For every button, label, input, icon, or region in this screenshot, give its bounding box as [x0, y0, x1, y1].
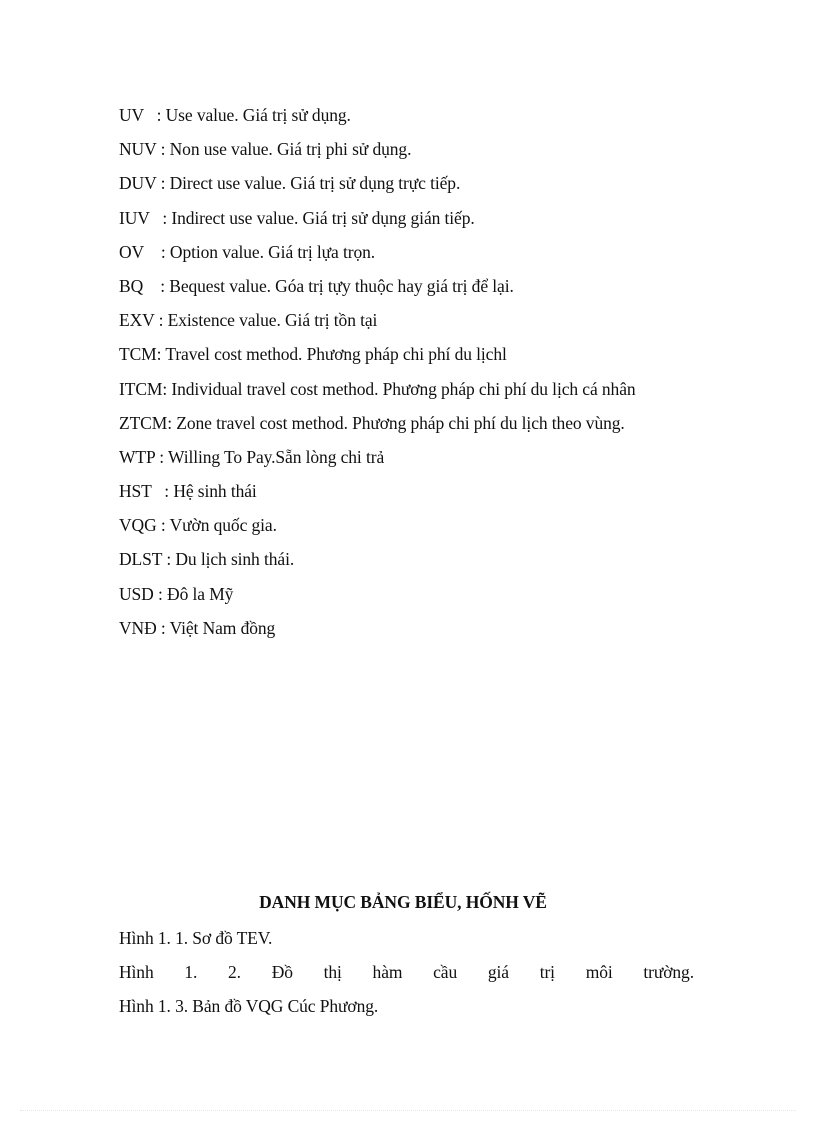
abbreviation-code: IUV [119, 207, 150, 228]
abbreviation-separator: : [149, 207, 172, 228]
abbreviation-code: VQG [119, 515, 157, 536]
abbreviation-separator: : [156, 344, 166, 365]
abbreviation-code: ITCM [119, 378, 163, 399]
abbreviation-line [119, 409, 719, 443]
abbreviation-line [119, 443, 719, 477]
abbreviation-code: EXV [119, 310, 155, 331]
abbreviation-code: VNĐ [119, 617, 157, 638]
figure-word: 2. [228, 962, 241, 982]
figure-word: Hình [119, 962, 154, 982]
abbreviation-separator: : [162, 378, 172, 399]
figure-word: trị [539, 962, 555, 982]
abbreviation-code: TCM [119, 344, 157, 365]
abbreviation-line [119, 614, 719, 648]
figure-word: trường. [643, 962, 694, 982]
abbreviation-code: HST [119, 481, 152, 502]
abbreviation-line [119, 375, 719, 409]
abbreviation-code: UV [119, 105, 144, 125]
abbreviation-list [119, 101, 719, 648]
abbreviation-code: WTP [119, 446, 155, 467]
abbreviation-code: ZTCM [119, 412, 168, 433]
abbreviation-description: Non use value. Giá trị phi sử dụng. [169, 139, 412, 160]
abbreviation-code: BQ [119, 275, 144, 296]
figures-section-title: DANH MỤC BẢNG BIỂU, HỐNH VẼ [259, 892, 547, 912]
figure-entry: Hình 1. 3. Bản đồ VQG Cúc Phương. [119, 996, 379, 1016]
abbreviation-description: Indirect use value. Giá trị sử dụng gián tiếp. [171, 207, 475, 228]
figure-word: cầu [433, 962, 458, 982]
abbreviation-line [119, 238, 719, 272]
figure-list [119, 924, 694, 1026]
abbreviation-separator: : [143, 105, 166, 125]
abbreviation-description: Du lịch sinh thái. [175, 549, 295, 570]
abbreviation-line [119, 204, 719, 238]
abbreviation-line [119, 477, 719, 511]
abbreviation-description: Willing To Pay.Sẵn lòng chi trả [168, 446, 385, 467]
abbreviation-code: NUV [119, 139, 157, 160]
abbreviation-description: Zone travel cost method. Phương pháp chi phí du lịch theo vùng. [176, 412, 625, 433]
abbreviation-description: Direct use value. Giá trị sử dụng trực tiếp. [169, 173, 461, 194]
abbreviation-line [119, 340, 719, 374]
abbreviation-line [119, 272, 719, 306]
abbreviation-description: Existence value. Giá trị tồn tại [167, 310, 378, 331]
abbreviation-separator: : [156, 139, 170, 160]
abbreviation-line [119, 135, 719, 169]
abbreviation-separator: : [167, 412, 177, 433]
abbreviation-code: USD [119, 583, 154, 604]
abbreviation-description: Đô la Mỹ [167, 583, 234, 604]
abbreviation-line [119, 169, 719, 203]
abbreviation-code: DUV [119, 173, 157, 194]
abbreviation-separator: : [155, 446, 168, 467]
abbreviation-separator: : [156, 617, 170, 638]
figure-entry: Hình 1. 1. Sơ đồ TEV. [119, 928, 273, 948]
abbreviation-line [119, 101, 719, 135]
abbreviation-separator: : [143, 275, 170, 296]
abbreviation-description: Use value. Giá trị sử dụng. [165, 105, 351, 125]
abbreviation-description: Travel cost method. Phương pháp chi phí du lịchl [165, 344, 507, 365]
abbreviation-code: DLST [119, 549, 163, 570]
abbreviation-separator: : [153, 583, 168, 604]
figure-word: Đồ [271, 962, 293, 982]
abbreviation-separator: : [156, 515, 170, 536]
abbreviation-description: Individual travel cost method. Phương pháp chi phí du lịch cá nhân [171, 378, 636, 399]
abbreviation-separator: : [151, 481, 174, 502]
page-bottom-edge [20, 1110, 796, 1111]
figure-word: giá [487, 962, 509, 982]
figure-word: môi [585, 962, 613, 982]
abbreviation-description: Hệ sinh thái [173, 481, 257, 502]
abbreviation-description: Bequest value. Góa trị tựy thuộc hay giá trị để lại. [169, 275, 514, 296]
abbreviation-line [119, 511, 719, 545]
abbreviation-separator: : [156, 173, 170, 194]
abbreviation-description: Việt Nam đồng [169, 617, 276, 638]
abbreviation-code: OV [119, 241, 144, 262]
abbreviation-line [119, 306, 719, 340]
abbreviation-description: Vườn quốc gia. [169, 515, 277, 536]
abbreviation-line [119, 545, 719, 579]
figure-word: 1. [184, 962, 198, 982]
figure-word: thị [323, 962, 342, 982]
figure-entry-justified [119, 958, 694, 992]
abbreviation-line [119, 580, 719, 614]
figure-word: hàm [372, 962, 403, 982]
abbreviation-description: Option value. Giá trị lựa trọn. [169, 241, 376, 262]
abbreviation-separator: : [162, 549, 176, 570]
abbreviation-separator: : [154, 310, 168, 331]
abbreviation-separator: : [143, 241, 170, 262]
